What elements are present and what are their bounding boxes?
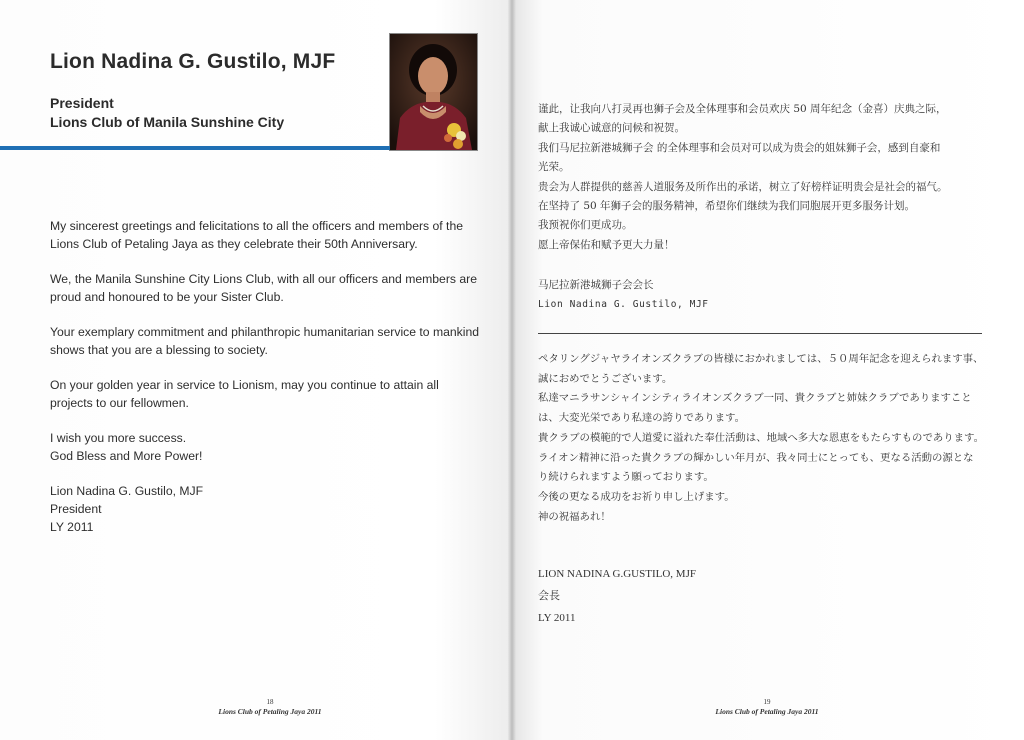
closing — [50, 429, 480, 465]
chinese-line: 光荣。 — [538, 161, 570, 174]
publication-name: Lions Club of Petaling Jaya 2011 — [218, 707, 322, 716]
portrait-illustration — [390, 34, 477, 150]
signature-role: 会長 — [538, 590, 560, 602]
right-footer — [687, 698, 847, 716]
japanese-line: 神の祝福あれ！ — [538, 510, 611, 523]
chinese-signature — [538, 275, 709, 315]
signature-year: LY 2011 — [538, 612, 576, 624]
chinese-line: 贵会为人群提供的慈善人道服务及所作出的承诺，树立了好榜样证明贵会是社会的福气。 — [538, 180, 948, 193]
japanese-line: 貴クラブの模範的で人道愛に溢れた奉仕活動は、地域へ多大な恩恵をもたらすものであります。 — [538, 431, 984, 444]
left-footer — [190, 698, 350, 716]
chinese-message — [538, 100, 998, 255]
japanese-line: 誠におめでとうございます。 — [538, 372, 673, 385]
signature-block — [50, 482, 480, 536]
paragraph: On your golden year in service to Lionism, may you continue to attain all projects to our fellowmen. — [50, 378, 439, 410]
chinese-line: 谨此，让我向八打灵再也狮子会及全体理事和会员欢庆 50 周年纪念（金喜）庆典之际， — [538, 103, 947, 115]
signature-year: LY 2011 — [50, 520, 94, 534]
japanese-line: り続けられますよう願っております。 — [538, 471, 714, 484]
club-name: Lions Club of Manila Sunshine City — [50, 114, 285, 130]
header-divider — [0, 146, 390, 150]
chinese-line: 愿上帝保佑和赋予更大力量！ — [538, 238, 675, 251]
paragraph: Your exemplary commitment and philanthropic humanitarian service to mankind shows that you are a blessing to society. — [50, 325, 480, 357]
japanese-signature — [538, 563, 696, 629]
book-spine — [508, 0, 516, 740]
japanese-line: ペタリングジャヤライオンズクラブの皆様におかれましては、５０周年記念を迎えられます事、 — [538, 353, 984, 365]
signature-role: President — [50, 502, 102, 516]
closing-line: I wish you more success. — [50, 431, 187, 445]
page-number: 19 — [763, 698, 771, 706]
closing-line: God Bless and More Power! — [50, 449, 203, 463]
paragraph: We, the Manila Sunshine City Lions Club, with all our officers and members are proud and honoured to be your Sister Club. — [50, 272, 477, 304]
japanese-line: 今後の更なる成功をお祈り申し上げます。 — [538, 490, 735, 503]
paragraph: My sincerest greetings and felicitations to all the officers and members of the Lions Club of Petaling Jaya as they celebrate their 50th Anniversary. — [50, 219, 464, 251]
signature-name: LION NADINA G.GUSTILO, MJF — [538, 568, 696, 580]
section-divider — [538, 333, 982, 334]
chinese-line: 我们马尼拉新港城狮子会 的全体理事和会员对可以成为贵会的姐妹狮子会，感到自豪和 — [538, 141, 941, 154]
role-title: President — [50, 95, 114, 111]
japanese-line: ライオン精神に沿った貴クラブの輝かしい年月が、我々同士にとっても、更なる活動の源とな — [538, 451, 974, 464]
chinese-line: 在坚持了 50 年狮子会的服务精神，希望你们继续为我们同胞展开更多服务计划。 — [538, 200, 916, 213]
letter-body — [50, 217, 480, 536]
signature-name: Lion Nadina G. Gustilo, MJF — [50, 484, 204, 498]
page-title: Lion Nadina G. Gustilo, MJF — [50, 50, 336, 73]
publication-name: Lions Club of Petaling Jaya 2011 — [715, 707, 819, 716]
japanese-message — [538, 350, 998, 527]
japanese-line: は、大変光栄であり私達の誇りであります。 — [538, 412, 745, 425]
portrait-photo — [389, 33, 478, 151]
japanese-line: 私達マニラサンシャインシティライオンズクラブ一同、貴クラブと姉妹クラブでありますこと — [538, 392, 972, 405]
chinese-signature-name: Lion Nadina G. Gustilo, MJF — [538, 299, 709, 310]
chinese-signature-title: 马尼拉新港城狮子会会长 — [538, 279, 654, 291]
chinese-line: 我预祝你们更成功。 — [538, 219, 633, 232]
page-number: 18 — [266, 698, 274, 706]
chinese-line: 献上我诚心诚意的问候和祝贺。 — [538, 122, 685, 135]
